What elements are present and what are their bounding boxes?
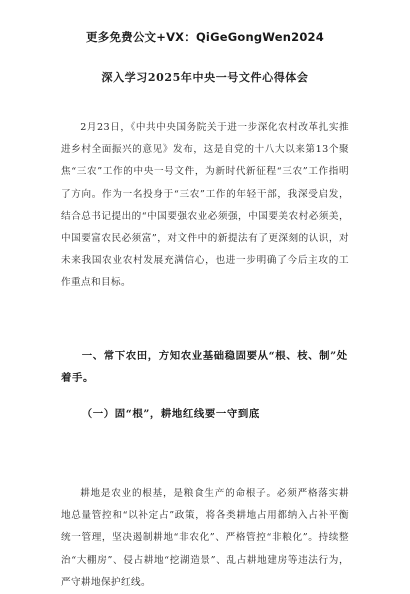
subsection-heading-1: （一）固“根”，耕地红线要一守到底	[81, 408, 260, 420]
promo-header: 更多免费公文+VX：QiGeGongWen2024	[86, 30, 324, 44]
document-title: 深入学习2025年中央一号文件心得体会	[101, 71, 309, 84]
section-heading-1: 一、常下农田，方知农业基础稳固要从“根、枝、制”处着手。	[61, 350, 348, 385]
body-paragraph-2: 耕地是农业的根基，是粮食生产的命根子。必须严格落实耕地总量管控和“以补定占”政策，将各类耕地占用都纳入占补平衡统一管理，坚决遏制耕地“非农化”、严格管控“非粮化”。持续整治“大棚房”、侵占耕地“挖湖造景”、乱占耕地建房等违法行为，严守耕地保护红线。	[61, 488, 349, 588]
body-paragraph-1: 2月23日，《中共中央国务院关于进一步深化农村改革扎实推进乡村全面振兴的意见》发布，这是自党的十八大以来第13个聚焦“三农”工作的中央一号文件，为新时代新征程“三农”工作指明了方向。作为一名投身于“三农”工作的年轻干部，我深受启发，结合总书记提出的“中国要强农业必须强，中国要美农村必须美，中国要富农民必须富”，对文件中的新提法有了更深刻的认识，对未来我国农业农村发展充满信心，也进一步明确了今后主攻的工作重点和目标。	[61, 122, 349, 289]
